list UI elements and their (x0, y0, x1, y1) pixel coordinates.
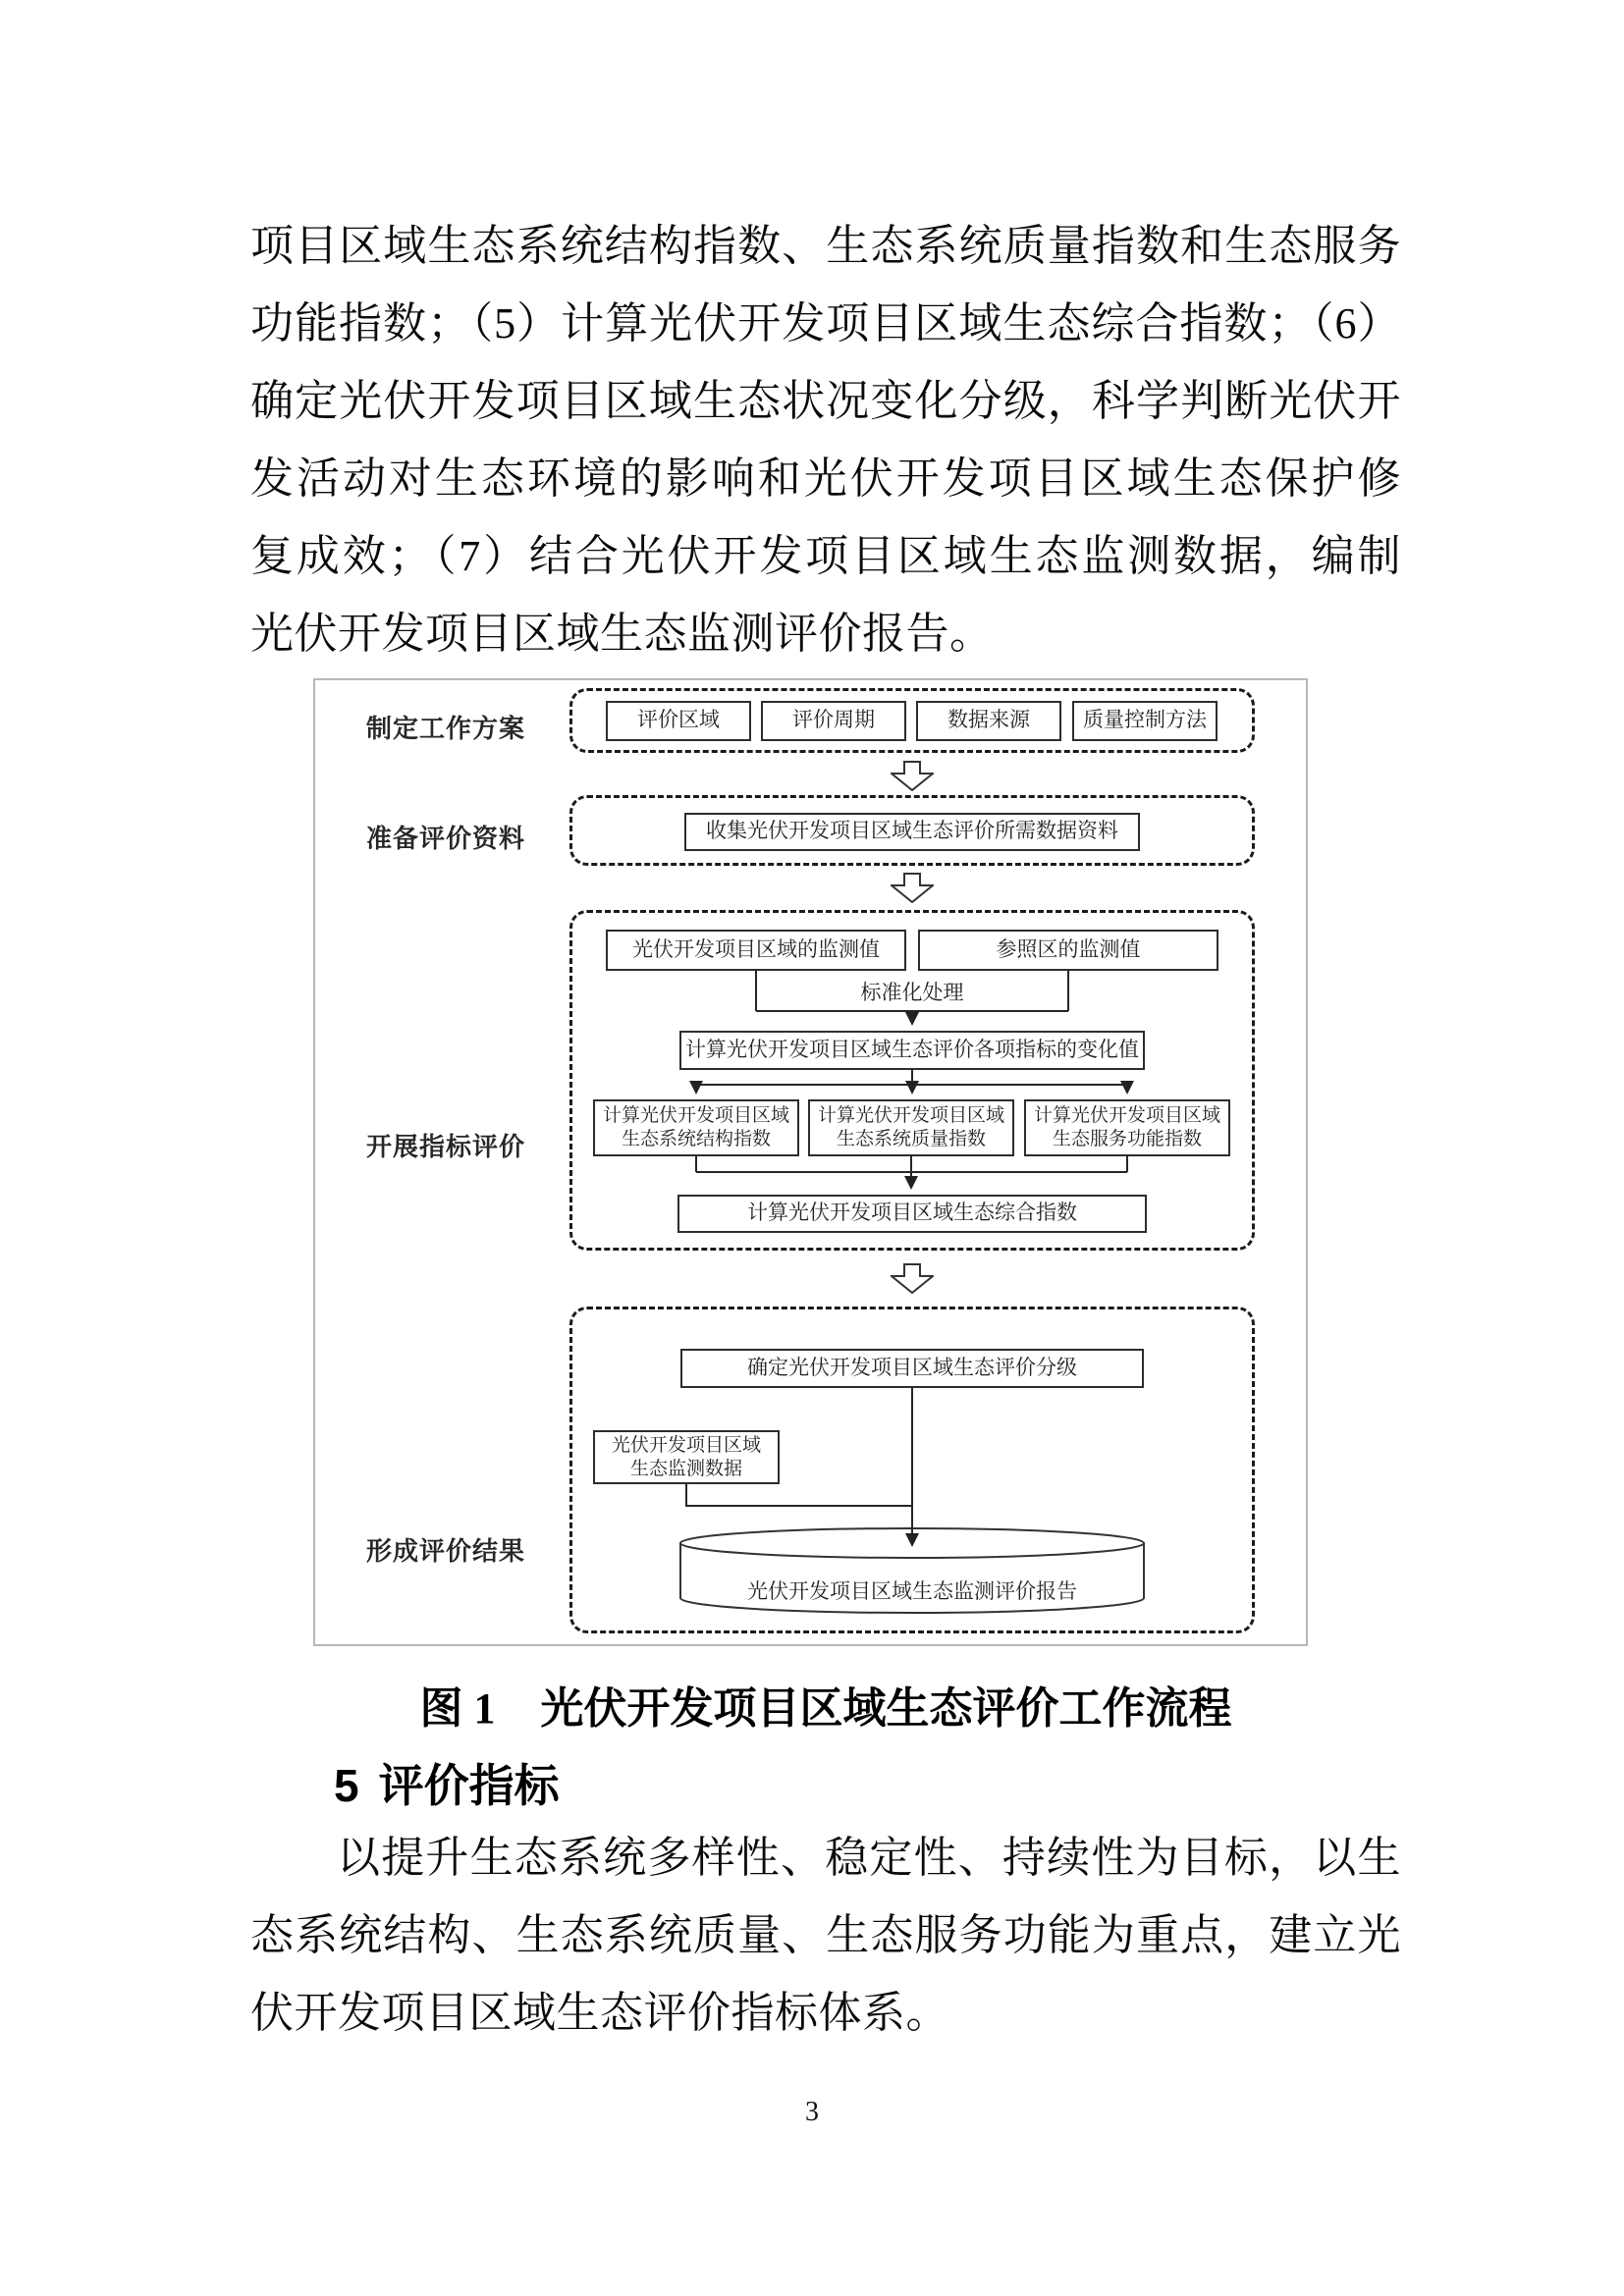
node-collect-data: 收集光伏开发项目区域生态评价所需数据资料 (684, 813, 1140, 851)
node-evaluation-period: 评价周期 (761, 701, 906, 741)
section-number: 5 (334, 1760, 359, 1811)
node-standardize: 标准化处理 (860, 982, 964, 1004)
node-index-service (1024, 1099, 1230, 1156)
paragraph-line: 功能指数；（5）计算光伏开发项目区域生态综合指数；（6） (250, 299, 1401, 347)
node-report: 光伏开发项目区域生态监测评价报告 (747, 1580, 1077, 1603)
node-evaluation-area: 评价区域 (606, 701, 751, 741)
node-line: 计算光伏开发项目区域 (1033, 1105, 1220, 1127)
node-change-value: 计算光伏开发项目区域生态评价各项指标的变化值 (679, 1031, 1145, 1070)
node-index-quality (808, 1099, 1014, 1156)
figure-caption-title: 光伏开发项目区域生态评价工作流程 (540, 1684, 1232, 1733)
down-arrow-icon (891, 873, 934, 903)
figure-flowchart (313, 678, 1308, 1646)
node-line: 计算光伏开发项目区域 (817, 1105, 1004, 1127)
node-index-structure (593, 1099, 799, 1156)
paragraph-line: 复成效；（7）结合光伏开发项目区域生态监测数据，编制 (250, 532, 1401, 580)
node-grading: 确定光伏开发项目区域生态评价分级 (680, 1349, 1144, 1388)
figure-caption-number: 图 1 (419, 1684, 496, 1733)
node-monitor-ref: 参照区的监测值 (918, 930, 1218, 971)
node-report-cylinder (678, 1526, 1146, 1615)
node-composite-index: 计算光伏开发项目区域生态综合指数 (677, 1195, 1147, 1233)
node-data-source: 数据来源 (916, 701, 1061, 741)
paragraph-line: 发活动对生态环境的影响和光伏开发项目区域生态保护修 (250, 454, 1401, 503)
paragraph-line: 态系统结构、生态系统质量、生态服务功能为重点，建立光 (250, 1911, 1401, 1959)
paragraph-line: 项目区域生态系统结构指数、生态系统质量指数和生态服务 (250, 222, 1401, 270)
paragraph-line: 确定光伏开发项目区域生态状况变化分级，科学判断光伏开 (250, 377, 1401, 425)
paragraph-line: 以提升生态系统多样性、稳定性、持续性为目标，以生 (337, 1834, 1401, 1882)
paragraph-line: 伏开发项目区域生态评价指标体系。 (250, 1989, 949, 2037)
node-line: 光伏开发项目区域 (611, 1434, 761, 1456)
figure-caption (250, 1673, 1401, 1735)
down-arrow-icon (891, 761, 934, 791)
node-quality-control: 质量控制方法 (1072, 701, 1218, 741)
node-line: 生态服务功能指数 (1052, 1129, 1202, 1149)
paragraph-line: 光伏开发项目区域生态监测评价报告。 (250, 610, 994, 658)
page-number: 3 (805, 2097, 819, 2127)
stage-label-result: 形成评价结果 (366, 1536, 526, 1566)
section-heading (334, 1750, 560, 1815)
node-line: 生态系统结构指数 (621, 1129, 771, 1149)
stage-label-evaluate: 开展指标评价 (366, 1132, 526, 1161)
node-monitor-data (593, 1430, 780, 1484)
node-line: 生态监测数据 (629, 1458, 742, 1479)
paragraph-top (250, 207, 1401, 672)
section-title: 评价指标 (378, 1760, 560, 1811)
paragraph-bottom (250, 1819, 1401, 2052)
down-arrow-icon (891, 1263, 934, 1294)
node-line: 生态系统质量指数 (836, 1129, 986, 1149)
stage-label-prepare: 准备评价资料 (366, 824, 526, 853)
node-line: 计算光伏开发项目区域 (602, 1105, 789, 1127)
node-monitor-pv: 光伏开发项目区域的监测值 (606, 930, 906, 971)
stage-label-plan: 制定工作方案 (366, 714, 526, 743)
